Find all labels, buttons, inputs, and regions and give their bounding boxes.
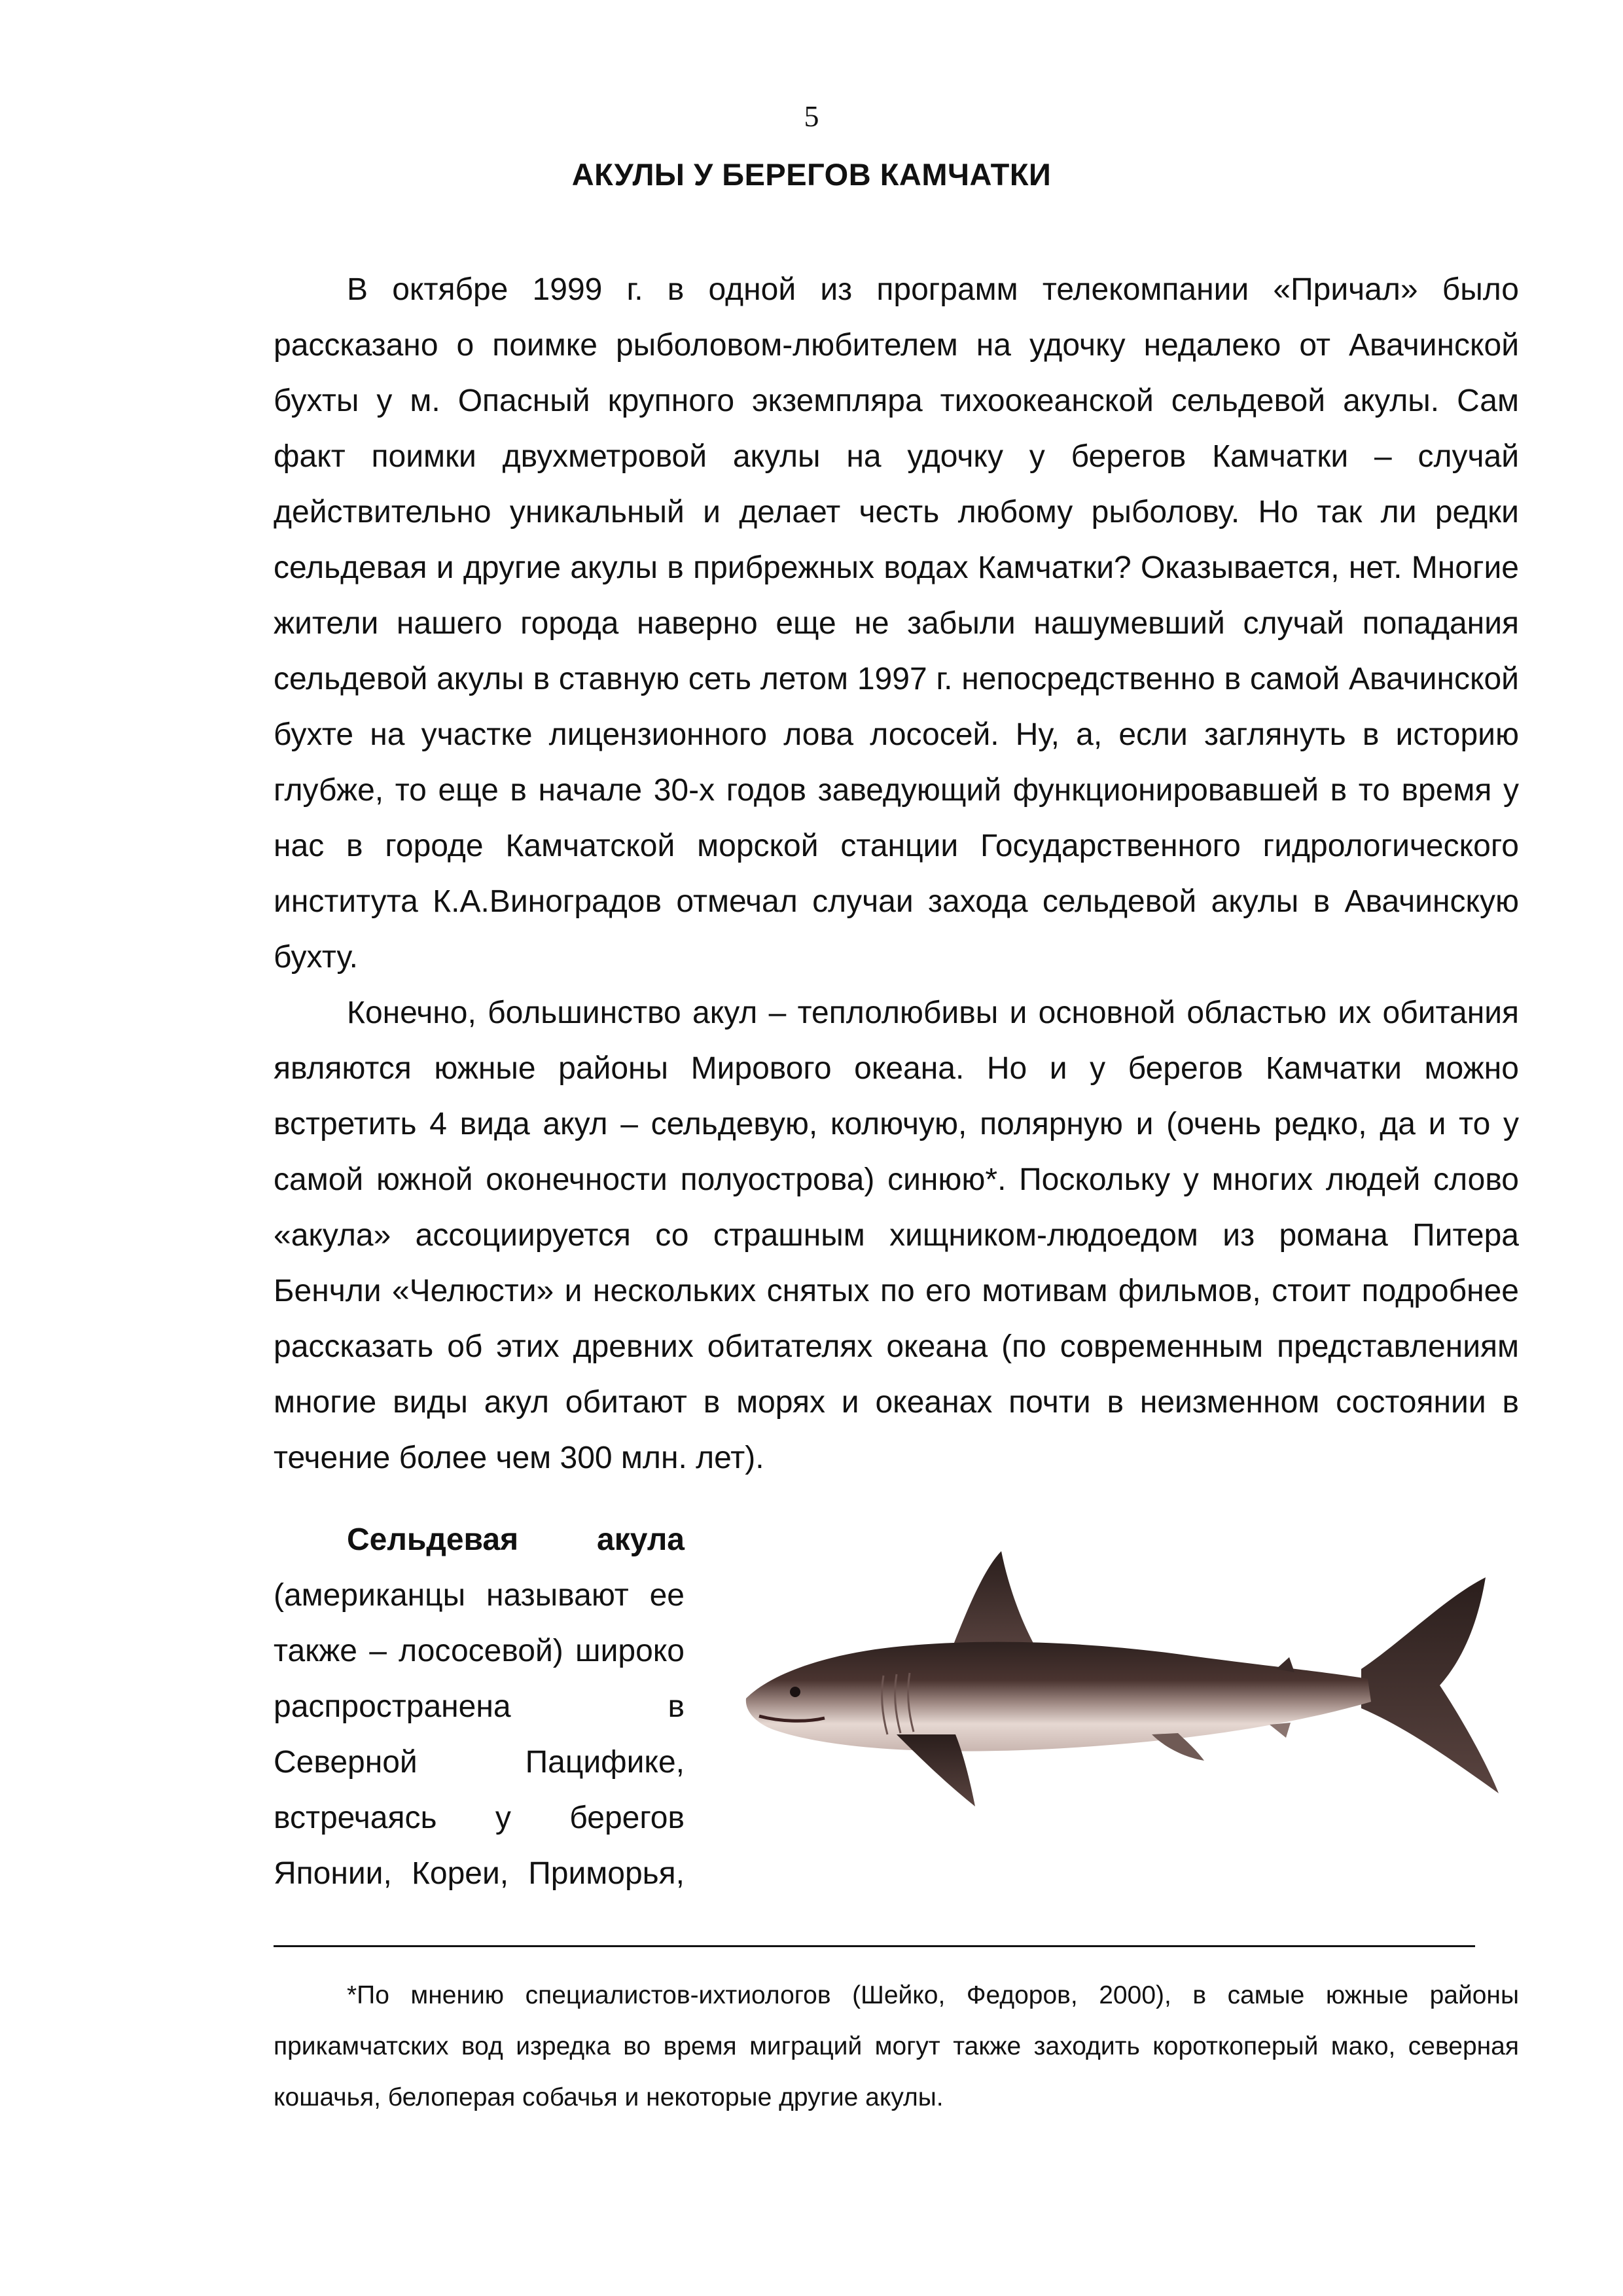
- salmon-shark-illustration: [733, 1545, 1518, 1826]
- tail-fin: [1361, 1577, 1499, 1793]
- side-paragraph: [274, 1512, 685, 1901]
- paragraph-2: Конечно, большинство акул – теплолюбивы и основной областью их обитания являются южные районы Мирового океана. Но и у берегов Камчатки можно встретить 4 вида акул – сельдевую, колючую, полярную и (очень редко, да и то у самой южной оконечности полуострова) синюю*. Поскольку у многих людей слово «акула» ассоциируется со страшным хищником-людоедом из романа Питера Бенчли «Челюсти» и нескольких снятых по его мотивам фильмов, стоит подробнее рассказать об этих древних обитателях океана (по современным представлениям многие виды акул обитают в морях и океанах почти в неизменном состоянии в течение более чем 300 млн. лет).: [274, 996, 1519, 1475]
- shark-eye: [790, 1687, 800, 1697]
- paragraph-1: В октябре 1999 г. в одной из программ телекомпании «Причал» было рассказано о поимке рыболовом-любителем на удочку недалеко от Авачинской бухты у м. Опасный крупного экземпляра тихоокеанской сельдевой акулы. Сам факт поимки двухметровой акулы на удочку у берегов Камчатки – случай действительно уникальный и делает честь любому рыболову. Но так ли редки сельдевая и другие акулы в прибрежных водах Камчатки? Оказывается, нет. Многие жители нашего города наверно еще не забыли нашумевший случай попадания сельдевой акулы в ставную сеть летом 1997 г. непосредственно в самой Авачинской бухте на участке лицензионного лова лососей. Ну, а, если заглянуть в историю глубже, то еще в начале 30-х годов заведующий функционировавшей в то время у нас в городе Камчатской морской станции Государственного гидрологического института К.А.Виноградов отмечал случаи захода сельдевой акулы в Авачинскую бухту.: [274, 272, 1519, 975]
- dorsal-fin: [949, 1551, 1041, 1656]
- shark-body: [746, 1642, 1371, 1751]
- footnote-text: *По мнению специалистов-ихтиологов (Шейко, Федоров, 2000), в самые южные районы прикамчатских вод изредка во время миграций могут также заходить короткоперый мако, северная кошачья, белоперая собачья и некоторые другие акулы.: [274, 1981, 1519, 2111]
- side-paragraph-lead: Сельдевая акула: [347, 1522, 685, 1557]
- pelvic-fin: [1152, 1733, 1204, 1761]
- page-number: 5: [804, 99, 819, 133]
- side-paragraph-text: (американцы называют ее также – лососевой) широко распространена в Северной Пацифике, встречаясь у берегов Японии, Кореи, Приморья,: [274, 1578, 685, 1891]
- footnote-separator: [274, 1945, 1475, 1947]
- page-title: АКУЛЫ У БЕРЕГОВ КАМЧАТКИ: [571, 157, 1052, 192]
- body-text: [274, 262, 1519, 1486]
- footnote: [274, 1970, 1519, 2123]
